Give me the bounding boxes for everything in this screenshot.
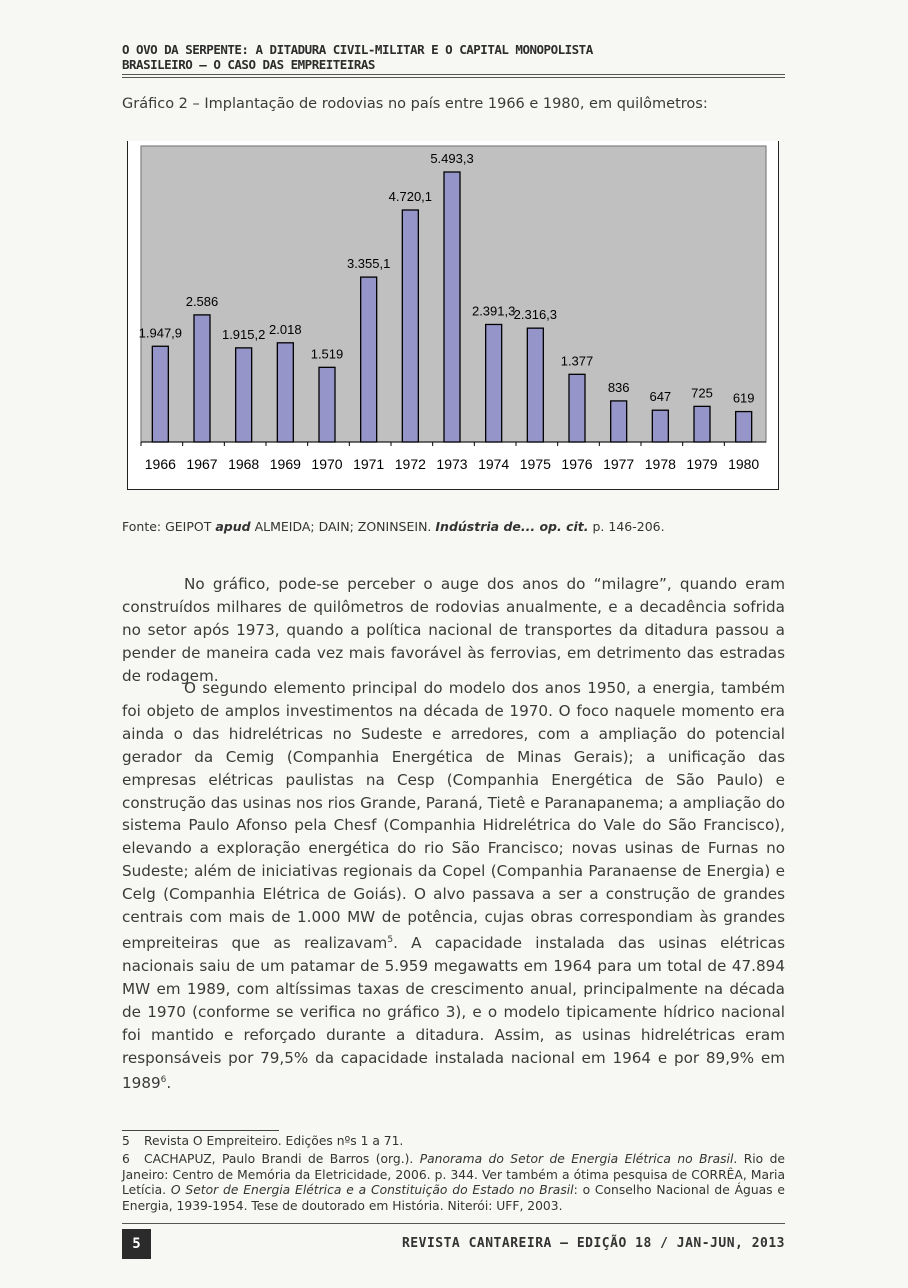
running-header-title: O OVO DA SERPENTE: A DITADURA CIVIL-MILITAR E O CAPITAL MONOPOLISTA BRASILEIRO – O CASO DAS EMPREITEIRAS — [122, 42, 593, 72]
bar-chart — [128, 141, 778, 489]
x-tick-label-1967: 1967 — [186, 456, 218, 472]
chart-frame — [127, 141, 779, 490]
x-tick-label-1966: 1966 — [144, 456, 176, 472]
bar-1973 — [444, 172, 460, 442]
footnote-5-text: Revista O Empreiteiro. Edições nºs 1 a 71. — [144, 1134, 404, 1148]
source-apud: apud — [215, 519, 251, 534]
header-rule — [122, 74, 785, 75]
x-tick-label-1975: 1975 — [519, 456, 551, 472]
x-tick-label-1972: 1972 — [394, 456, 426, 472]
data-label-1974: 2.391,3 — [471, 303, 516, 319]
bar-1969 — [277, 343, 293, 442]
x-tick-label-1978: 1978 — [644, 456, 676, 472]
footnote-separator — [122, 1130, 279, 1131]
data-label-1977: 836 — [607, 379, 630, 395]
data-label-1973: 5.493,3 — [430, 151, 474, 166]
journal-footer: REVISTA CANTAREIRA – EDIÇÃO 18 / JAN-JUN, 2013 — [401, 1236, 785, 1251]
bar-1972 — [402, 210, 418, 442]
data-label-1968: 1.915,2 — [221, 326, 266, 342]
footnote-5 — [122, 1134, 785, 1150]
footnote-6-title-2: O Setor de Energia Elétrica e a Constituição do Estado no Brasil — [170, 1183, 574, 1198]
data-label-1978: 647 — [649, 389, 672, 405]
data-label-1979: 725 — [691, 385, 713, 401]
source-authors: ALMEIDA; DAIN; ZONINSEIN. — [250, 519, 436, 534]
body-paragraph-2 — [122, 677, 785, 1095]
x-tick-label-1979: 1979 — [686, 456, 718, 472]
data-label-1975: 2.316,3 — [513, 307, 558, 323]
bar-1971 — [361, 277, 377, 442]
data-label-1969: 2.018 — [269, 321, 302, 337]
x-tick-label-1973: 1973 — [436, 456, 468, 472]
data-label-1972: 4.720,1 — [388, 189, 433, 205]
x-tick-label-1977: 1977 — [603, 456, 635, 472]
bar-1979 — [694, 406, 710, 442]
data-label-1980: 619 — [732, 390, 755, 406]
data-label-1967: 2.586 — [185, 293, 219, 309]
chart-caption: Gráfico 2 – Implantação de rodovias no país entre 1966 e 1980, em quilômetros: — [122, 96, 708, 112]
data-label-1971: 3.355,1 — [346, 256, 391, 272]
x-tick-label-1976: 1976 — [561, 456, 593, 472]
data-label-1966: 1.947,9 — [138, 325, 183, 341]
source-pages: p. 146-206. — [588, 519, 665, 534]
header-rule-secondary — [122, 77, 785, 78]
bar-1966 — [152, 346, 168, 442]
footnote-6-title-1: Panorama do Setor de Energia Elétrica no Brasil — [419, 1152, 734, 1166]
bar-1967 — [194, 315, 210, 442]
bar-1976 — [569, 374, 585, 442]
footnote-5-number: 5 — [122, 1134, 130, 1148]
bar-1974 — [486, 324, 502, 442]
x-tick-label-1980: 1980 — [728, 456, 760, 472]
x-tick-label-1968: 1968 — [228, 456, 260, 472]
paragraph-2-part-b: . A capacidade instalada das usinas elétricas nacionais saiu de um patamar de 5.959 megawatts em 1964 para um total de 47.894 MW em 1989, com altíssimas taxas de crescimento anual, principalmente na década de 1970 (conforme se verifica no gráfico 3), e o modelo tipicamente hídrico nacional foi mantido e reforçado durante a ditadura. Assim, as usinas hidrelétricas eram responsáveis por 79,5% da capacidade instalada nacional em 1964 e por 89,9% em 1989 — [122, 934, 786, 1093]
footnote-ref-6[interactable]: 6 — [160, 1075, 167, 1086]
footer-rule — [122, 1223, 785, 1224]
footnote-ref-5[interactable]: 5 — [387, 934, 394, 945]
x-tick-label-1970: 1970 — [311, 456, 343, 472]
page-number: 5 — [122, 1229, 151, 1259]
data-label-1970: 1.519 — [310, 346, 344, 362]
source-prefix: Fonte: GEIPOT — [122, 519, 216, 534]
x-tick-label-1974: 1974 — [478, 456, 510, 472]
bar-1980 — [736, 412, 752, 442]
bar-1968 — [236, 348, 252, 442]
paragraph-2-part-c: . — [166, 1074, 172, 1093]
body-paragraph-1: No gráfico, pode-se perceber o auge dos anos do “milagre”, quando eram construídos milhares de quilômetros de rodovias anualmente, e a decadência sofrida no setor após 1973, quando a política nacional de transportes da ditadura passou a pender de maneira cada vez mais favorável às ferrovias, em detrimento das estradas de rodagem. — [122, 575, 785, 685]
source-work: Indústria de... op. cit. — [435, 519, 589, 534]
paragraph-2-part-a: O segundo elemento principal do modelo dos anos 1950, a energia, também foi objeto de amplos investimentos na década de 1970. O foco naquele momento era ainda o das hidrelétricas no Sudeste e arredores, com a ampliação do potencial gerador da Cemig (Companhia Energética de Minas Gerais); a unificação das empresas elétricas paulistas na Cesp (Companhia Energética de São Paulo) e construção das usinas nos rios Grande, Paraná, Tietê e Paranapanema; a ampliação do sistema Paulo Afonso pela Chesf (Companhia Hidrelétrica do Vale do São Francisco), elevando a exploração energética do rio São Francisco; novas usinas de Furnas no Sudeste; além de iniciativas regionais da Copel (Companhia Paranaense de Energia) e Celg (Companhia Elétrica de Goiás). O alvo passava a ser a construção de grandes centrais com mais de 1.000 MW de potência, cujas obras correspondiam às grandes empreiteiras que as realizavam — [122, 679, 785, 953]
chart-source — [122, 519, 665, 534]
bar-1978 — [652, 410, 668, 442]
x-tick-label-1969: 1969 — [269, 456, 301, 472]
footnote-6-text-c: : o Conselho Nacional de Águas e Energia, 1939-1954. Tese de doutorado em História. Niterói: UFF, 2003. — [122, 1183, 785, 1213]
footnote-6-text-b: . Rio de Janeiro: Centro de Memória da Eletricidade, 2006. p. 344. Ver também a ótima pesquisa de CORRÊA, Maria Letícia. — [122, 1152, 785, 1198]
bar-1975 — [527, 328, 543, 442]
bar-1970 — [319, 367, 335, 442]
footnote-6-text-a: CACHAPUZ, Paulo Brandi de Barros (org.). — [144, 1152, 420, 1166]
data-label-1976: 1.377 — [560, 353, 594, 369]
footnote-6-number: 6 — [122, 1152, 130, 1166]
x-tick-label-1971: 1971 — [353, 456, 385, 472]
footnote-6 — [122, 1152, 785, 1214]
bar-1977 — [611, 401, 627, 442]
